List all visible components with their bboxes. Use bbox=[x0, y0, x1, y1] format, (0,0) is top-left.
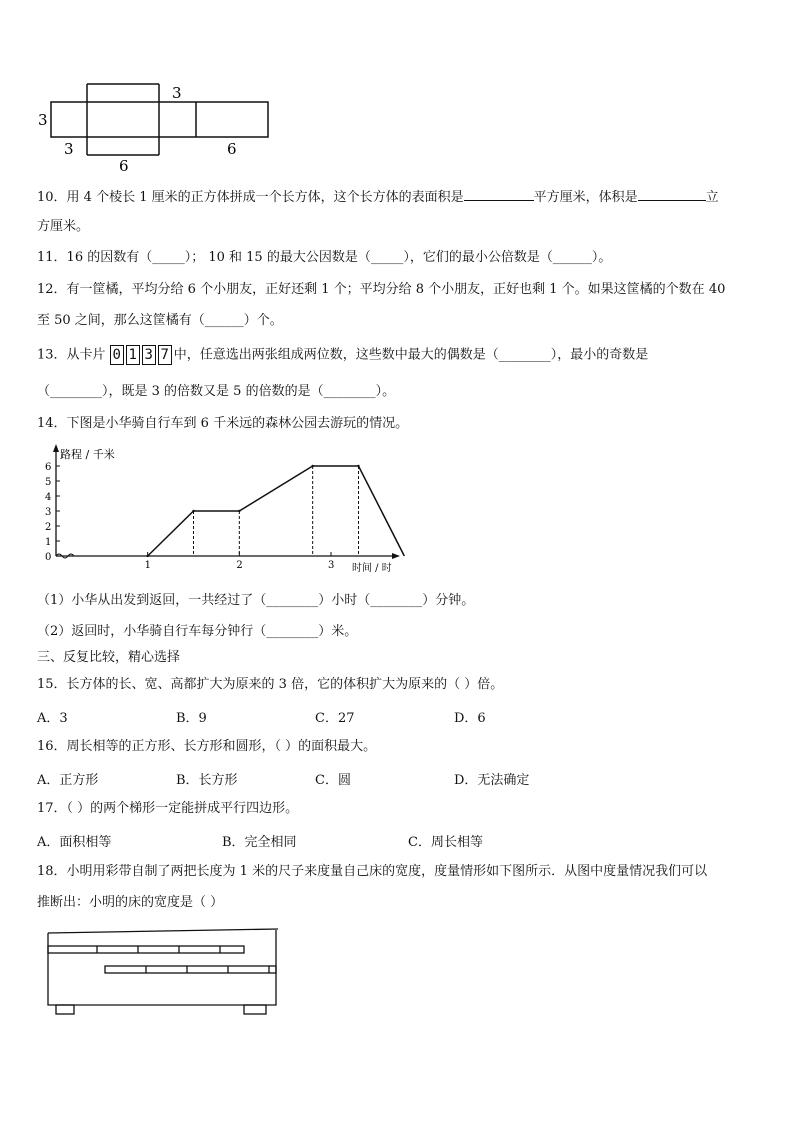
series-line bbox=[148, 466, 405, 556]
x-axis-arrow bbox=[392, 553, 400, 559]
question-14-sub2: （2）返回时，小华骑自行车每分钟行（________）米。 bbox=[37, 624, 358, 639]
digit-card: 0 bbox=[110, 345, 124, 365]
x-tick-label: 2 bbox=[236, 560, 243, 571]
q16-option-b[interactable]: B．长方形 bbox=[176, 773, 238, 788]
data-point bbox=[238, 510, 240, 512]
q17-option-b[interactable]: B．完全相同 bbox=[222, 835, 297, 850]
question-18-cont: 推断出：小明的床的宽度是（ ） bbox=[37, 895, 224, 910]
digit-card: 3 bbox=[142, 345, 156, 365]
net-label-left: 3 bbox=[38, 111, 48, 129]
net-label-bottom-left: 3 bbox=[64, 140, 74, 158]
x-tick-label: 3 bbox=[328, 560, 335, 571]
question-11: 11．16 的因数有（_____）； 10 和 15 的最大公因数是（_____），它们的最小公倍数是（______）。 bbox=[37, 250, 612, 265]
q15-option-b[interactable]: B．9 bbox=[176, 711, 207, 726]
y-tick-label: 1 bbox=[45, 537, 52, 548]
y-tick-label: 0 bbox=[45, 552, 52, 563]
q15-option-d[interactable]: D．6 bbox=[454, 711, 486, 726]
net-label-bottom-right: 6 bbox=[227, 140, 237, 158]
y-tick-label: 5 bbox=[45, 477, 52, 488]
question-13-cont: （________），既是 3 的倍数又是 5 的倍数的是（________）。 bbox=[37, 384, 396, 399]
question-12-cont: 至 50 之间，那么这筐橘有（______）个。 bbox=[37, 313, 283, 328]
data-point bbox=[311, 465, 313, 467]
y-axis-label: 路程 / 千米 bbox=[60, 448, 115, 461]
question-10-cont: 方厘米。 bbox=[37, 219, 90, 234]
q15-option-c[interactable]: C．27 bbox=[315, 711, 355, 726]
question-18: 18．小明用彩带自制了两把长度为 1 米的尺子来度量自己床的宽度，度量情形如下图所示．从图中度量情况我们可以 bbox=[37, 864, 708, 879]
net-label-top: 3 bbox=[172, 84, 182, 102]
x-tick-label: 1 bbox=[144, 560, 152, 571]
q15-option-a[interactable]: A．3 bbox=[37, 711, 68, 726]
y-axis-arrow bbox=[53, 444, 59, 452]
section-title: 三、反复比较，精心选择 bbox=[37, 650, 181, 665]
q16-option-c[interactable]: C．圆 bbox=[315, 773, 351, 788]
distance-time-chart bbox=[28, 442, 408, 582]
question-15: 15．长方体的长、宽、高都扩大为原来的 3 倍，它的体积扩大为原来的（ ）倍。 bbox=[37, 677, 504, 692]
y-tick-label: 2 bbox=[45, 522, 52, 533]
question-16: 16．周长相等的正方形、长方形和圆形，（ ）的面积最大。 bbox=[37, 739, 377, 754]
data-point bbox=[357, 465, 359, 467]
net-label-bottom-mid: 6 bbox=[119, 157, 129, 175]
data-point bbox=[146, 555, 148, 557]
q17-option-a[interactable]: A．面积相等 bbox=[37, 835, 112, 850]
q10-blank-volume[interactable] bbox=[638, 186, 706, 201]
question-12: 12．有一筐橘，平均分给 6 个小朋友，正好还剩 1 个；平均分给 8 个小朋友，正好也剩 1 个。如果这筐橘的个数在 40 bbox=[37, 282, 726, 297]
y-tick-label: 6 bbox=[45, 462, 52, 473]
question-14-sub1: （1）小华从出发到返回，一共经过了（________）小时（________）分钟。 bbox=[37, 593, 475, 608]
digit-card: 7 bbox=[158, 345, 172, 365]
q17-option-c[interactable]: C．周长相等 bbox=[408, 835, 483, 850]
data-point bbox=[192, 510, 194, 512]
q10-blank-area[interactable] bbox=[464, 186, 534, 201]
cuboid-net-figure bbox=[30, 80, 280, 175]
question-10: 10．用 4 个棱长 1 厘米的正方体拼成一个长方体，这个长方体的表面积是 平方厘米，体积是 立 bbox=[37, 186, 719, 208]
x-axis-label: 时间 / 时 bbox=[352, 563, 392, 574]
question-13: 13．从卡片 0 1 3 7 中，任意选出两张组成两位数，这些数中最大的偶数是（________），最小的奇数是 bbox=[37, 347, 649, 363]
y-tick-label: 3 bbox=[45, 507, 52, 518]
question-14: 14．下图是小华骑自行车到 6 千米远的森林公园去游玩的情况。 bbox=[37, 416, 409, 431]
bed-measure-figure bbox=[40, 925, 290, 1020]
q16-option-a[interactable]: A．正方形 bbox=[37, 773, 99, 788]
digit-card: 1 bbox=[126, 345, 140, 365]
q16-option-d[interactable]: D．无法确定 bbox=[454, 773, 530, 788]
question-17: 17．（ ）的两个梯形一定能拼成平行四边形。 bbox=[37, 801, 299, 816]
y-tick-label: 4 bbox=[45, 492, 52, 503]
